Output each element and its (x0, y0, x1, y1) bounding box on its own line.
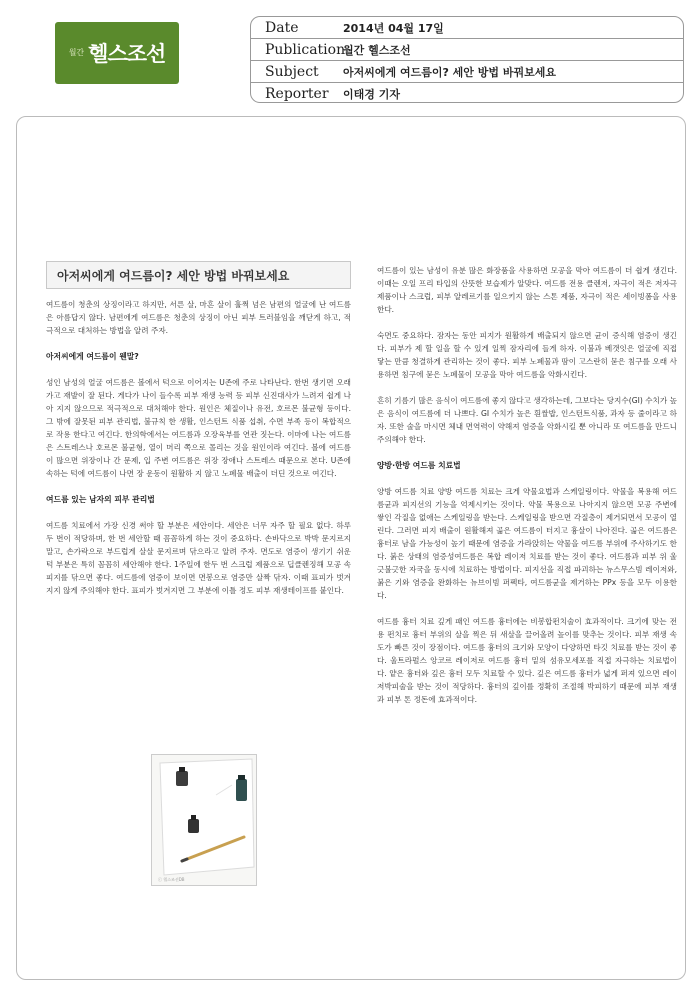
reporter-label: Reporter (265, 85, 329, 102)
article-right-column (377, 264, 677, 719)
subject-row (251, 61, 683, 83)
photo-caption: ⓒ 헬스조선DB (158, 877, 185, 882)
section-heading-3: 양방·한방 여드름 치료법 (377, 461, 461, 470)
logo-small-text: 월간 (68, 48, 85, 57)
date-row (251, 17, 683, 39)
article-title: 아저씨에게 여드름이? 세안 방법 바꿔보세요 (57, 268, 290, 283)
date-label: Date (265, 19, 299, 36)
date-value: 2014년 04월 17일 (343, 21, 444, 35)
right-paragraph-1: 여드름이 있는 남성이 유분 많은 화장품을 사용하면 모공을 막아 여드름이 더 쉽게 생긴다. 이때는 오일 프리 타입의 산뜻한 보습제가 알맞다. 여드름 전용 클렌저, 자극이 적은 저자극 제품이나 스크럽, 피부 알레르기를 일으키지 않는 스톤 제품, 자극이 적은 세이빙폼을 사용한다. (377, 266, 677, 314)
right-paragraph-5: 여드름 흉터 치료 깊게 패인 여드름 흉터에는 비봉합펀치술이 효과적이다. 크기에 맞는 전용 펀치로 흉터 부위의 살을 찍은 뒤 새살을 끌어올려 높이를 맞추는 것이다. 피부 재생 속도가 빠른 것이 장점이다. 여드름 흉터의 크기와 모양이 다양하면 타깃 치료를 받는 것이 좋다. 울트라펄스 앙코르 레이저로 여드름 흉터 밑의 섬유모세포를 직접 자극하는 치료법이다. 얕은 흉터와 깊은 흉터 모두 치료할 수 있다. 깊은 여드름 흉터가 넓게 퍼져 있으면 레이저박피술을 받는 것이 적당하다. 흉터의 깊이를 정확히 조절해 박피하기 때문에 피부 재생과 피부 톤 정돈에 효과적이다. (377, 617, 677, 704)
left-paragraph-1: 여드름이 청춘의 상징이라고 하지만, 서른 살, 마흔 살이 훌쩍 넘은 남편의 얼굴에 난 여드름은 아름답지 않다. 남편에게 여드름은 청춘의 상징이 아닌 피부 트러블임을 깨닫게 하고, 적극적으로 대처하는 방법을 알려 주자. (46, 300, 351, 335)
reporter-row (251, 83, 683, 103)
publication-value: 월간 헬스조선 (343, 43, 411, 57)
right-paragraph-2: 숙면도 중요하다. 잠자는 동안 피지가 원활하게 배출되지 않으면 균이 증식해 염증이 생긴다. 피부가 제 할 일을 할 수 있게 일찍 잠자리에 들게 하자. 이불과 베갯잇은 얼굴에 직접 닿는 만큼 청결하게 관리하는 것이 좋다. 피부 노폐물과 땀이 고스란히 묻은 침구를 오래 사용하면 침구에 묻은 노폐물이 모공을 막아 여드름을 악화시킨다. (377, 331, 677, 379)
article-title-box (46, 261, 351, 289)
subject-value: 아저씨에게 여드름이? 세안 방법 바꿔보세요 (343, 65, 556, 79)
right-paragraph-3: 흔히 기름기 많은 음식이 여드름에 좋지 않다고 생각하는데, 그보다는 당지수(GI) 수치가 높은 음식이 여드름에 더 나쁘다. GI 수치가 높은 흰쌀밥, 인스턴트식품, 과자 등 줄이라고 하자. 또한 술을 마시면 체내 면역력이 약해져 염증을 악화시킬 뿐 아니라 또 여드름을 만드니 주의해야 한다. (377, 396, 677, 444)
section-heading-2: 여드름 있는 남자의 피부 관리법 (46, 495, 155, 504)
publication-row (251, 39, 683, 61)
article-left-column (46, 298, 351, 610)
article-info-table (250, 16, 684, 103)
health-chosun-logo (55, 22, 179, 84)
logo-main-text: 헬스조선 (88, 42, 166, 66)
article-photo (151, 754, 257, 886)
publication-label: Publication (265, 41, 346, 58)
right-paragraph-4: 양방 여드름 치료 양방 여드름 치료는 크게 약물요법과 스케일링이다. 약물을 복용해 여드름균과 피지선의 기능을 억제시키는 것이다. 약물 복용으로 나아지지 않으면 모공 주변에 쌓인 각질을 없애는 스케일링을 받는다. 스케일링을 받으면 각질층이 제거되면서 모공이 열린다. 그러면 피지 배출이 원활해져 곪은 여드름이 터지고 흉살이 나아진다. 곪은 여드름은 흉터로 남을 가능성이 높기 때문에 염증을 가라앉히는 약물을 여드름 부위에 주사하기도 한다. 붉은 상태의 염증성여드름은 복합 레이저 치료를 받는 것이 좋다. 여드름과 피부 위 울긋불긋한 자국을 동시에 치료하는 방법이다. 피지선을 직접 파괴하는 뉴스무스빔 레이저와, 붉은 기와 염증을 완화하는 뉴브이빔 퍼펙타, 여드름균을 제거하는 PPx 등을 모두 이용한다. (377, 487, 677, 600)
subject-label: Subject (265, 63, 319, 80)
left-paragraph-3: 여드름 치료에서 가장 신경 써야 할 부분은 세안이다. 세안은 너무 자주 할 필요 없다. 하루 두 번이 적당하며, 한 번 세안할 때 꼼꼼하게 하는 것이 중요하다. 손바닥으로 박박 문지르지 말고, 손가락으로 부드럽게 살살 문지르며 닦으라고 알려 주자. 면도로 염증이 생기기 쉬운 턱 부분은 특히 꼼꼼히 세안해야 한다. 1주일에 한두 번 스크럽 제품으로 딥클렌징해 모공 속 피지를 닦으면 좋다. 여드름에 염증이 보이면 면봉으로 염증만 살짝 닦자. 이때 표피가 벗겨지지 않게 주의해야 한다. 표피가 벗겨지면 그 부분에 이틀 정도 피부 재생테이프를 붙인다. (46, 521, 351, 595)
article-frame (16, 116, 686, 980)
cosmetics-photo-illustration (152, 755, 256, 885)
section-heading-1: 아저씨에게 여드름이 웬말? (46, 352, 139, 361)
left-paragraph-2: 성인 남성의 얼굴 여드름은 볼에서 턱으로 이어지는 U존에 주로 나타난다. 한번 생기면 오래 가고 재발이 잘 된다. 게다가 나이 들수록 피부 재생 능력 등 피부 신진대사가 느려져 쉽게 나아 지지 않으므로 적극적으로 대처해야 한다. 원인은 체질이나 유전, 호르몬 불균형 등이다. 그 밖에 잘못된 피부 관리법, 불규칙 한 생활, 인스턴트 식품 섭취, 수면 부족 등이 복합적으로 작용 한다고 여긴다. 한의학에서는 여드름과 오장육부를 연관 짓는다. 이마에 나는 여드름은 스트레스나 호르몬 불균형, 열이 머리 쪽으로 몰리는 것을 원인이라 여긴다. 볼에 여드름이 많으면 위장이나 간 문제, 입 주변 여드름은 위장 장애나 스트레스 때문으로 본다. U존에 속하는 턱에 여드름이 나면 장 운동이 원활하 지 않고 노폐물 배출이 더딘 것으로 여긴다. (46, 378, 351, 478)
reporter-value: 이태경 기자 (343, 87, 400, 101)
